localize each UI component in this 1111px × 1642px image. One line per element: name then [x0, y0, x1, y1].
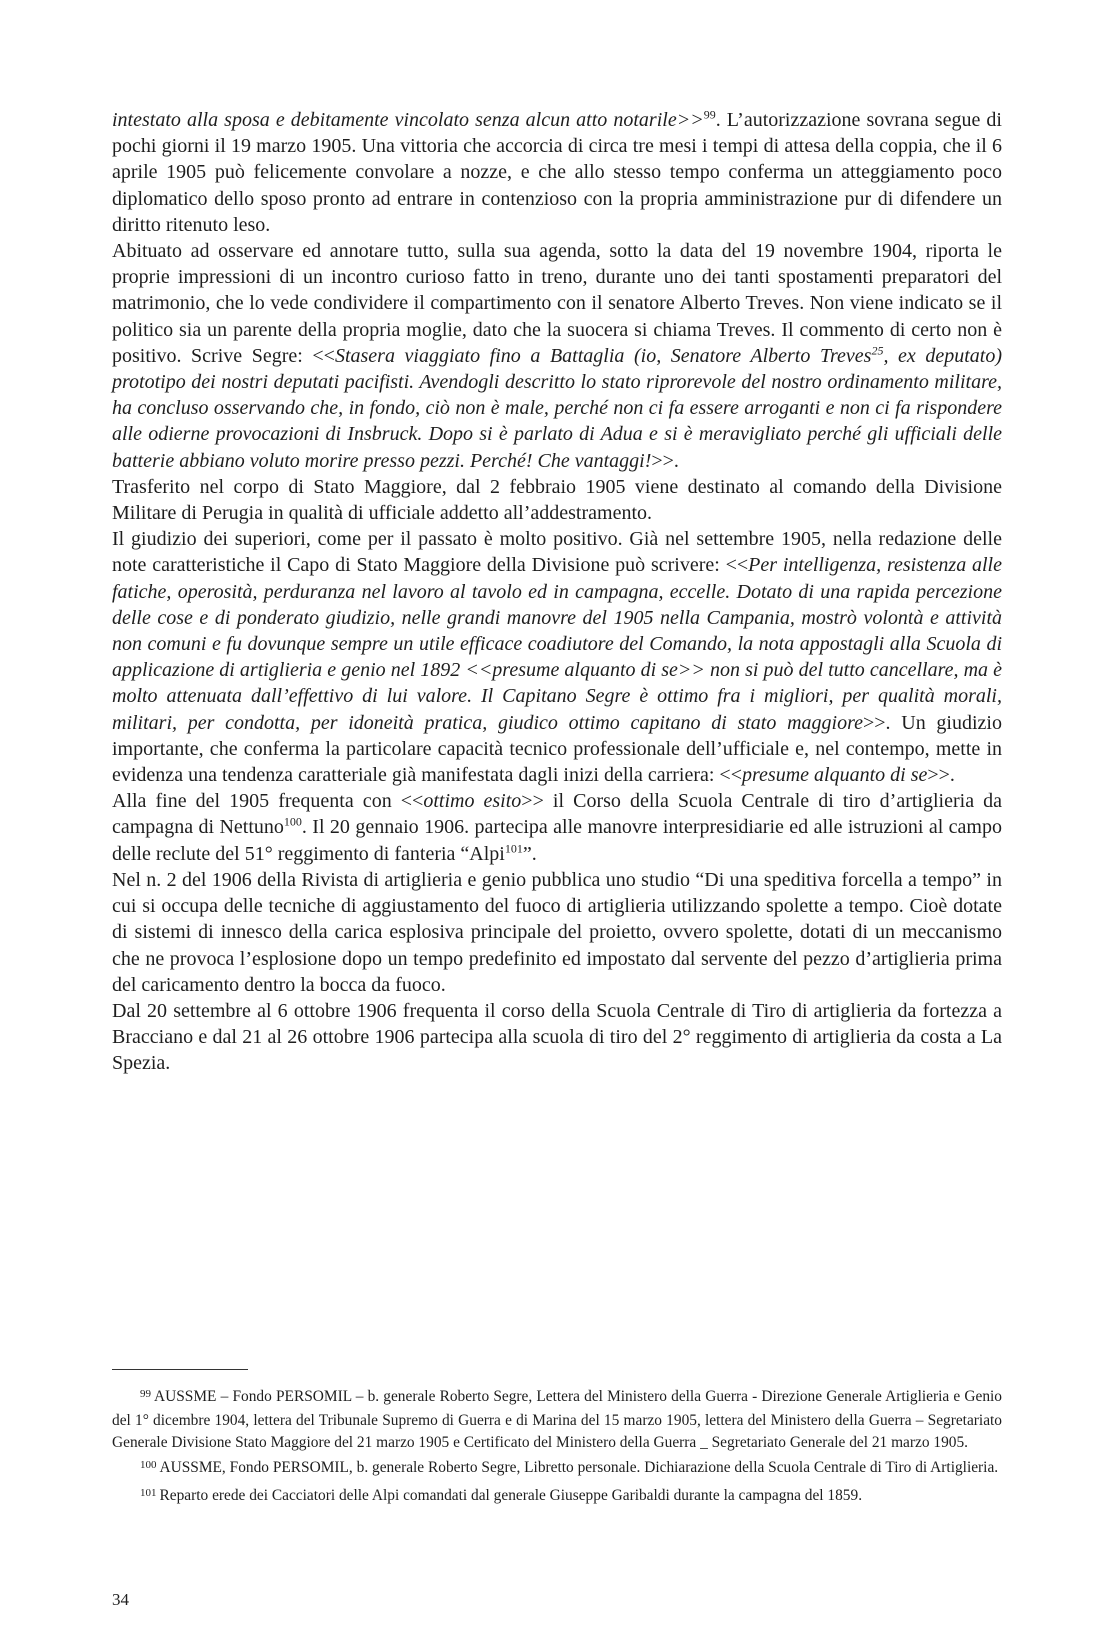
footnote-101: $^{101}$ Reparto erede dei Cacciatori delle Alpi comandati dal generale Giuseppe Garibaldi durante la campagna del 1859.: [140, 1487, 863, 1505]
paragraph-4: Il giudizio dei superiori, come per il passato è molto positivo. Già nel settembre 1905, nella redazione delle note caratteristiche il Capo di Stato Maggiore della Divisione può scrivere: <<Per intelligenza, resistenza alle fatiche, operosità, perduranza nel lavoro al tavolo ed in campagna, eccelle. Dotato di una rapida percezione delle cose e di ponderato giudizio, nelle grandi manovre del 1905 nella Campania, mostrò volontà e attività non comuni e fu dovunque sempre un utile efficace coadiutore del Comando, la nota appostagli alla Scuola di applicazione di artiglieria e genio nel 1892 <<presume alquanto di se>> non si può del tutto cancellare, ma è molto attenuata dall’effettivo di lui valore. Il Capitano Segre è ottimo fra i migliori, per qualità morali, militari, per condotta, per idoneità pratica, giudico ottimo capitano di stato maggiore>>. Un giudizio importante, che conferma la particolare capacità tecnico professionale dell’ufficiale e, nel contempo, mette in evidenza una tendenza caratteriale già manifestata dagli inizi della carriera: <<presume alquanto di se>>.: [112, 528, 1002, 787]
footnote-number: 99: [140, 1388, 151, 1400]
paragraph-3: Trasferito nel corpo di Stato Maggiore, dal 2 febbraio 1905 viene destinato al comando della Divisione Militare di Perugia in qualità di ufficiale addetto all’addestramento.: [112, 475, 1002, 525]
main-text: [112, 107, 1002, 1077]
page-number: 34: [112, 1590, 129, 1609]
paragraph-5: Alla fine del 1905 frequenta con <<ottimo esito>> il Corso della Scuola Centrale di tiro d’artiglieria da campagna di Nettuno$^{100}$. Il 20 gennaio 1906. partecipa alle manovre interpresidiarie ed alle istruzioni al campo delle reclute del 51° reggimento di fanteria “Alpi$^{101}$”.: [112, 790, 1003, 865]
footnote-ref-25: 25: [871, 343, 884, 358]
quote-italic: presume alquanto di se: [742, 764, 928, 787]
paragraph-6: Nel n. 2 del 1906 della Rivista di artiglieria e genio pubblica uno studio “Di una speditiva forcella a tempo” in cui si occupa delle tecniche di aggiustamento del fuoco di artiglieria utilizzando spolette a tempo. Cioè dotate di sistemi di innesco della carica esplosiva principale del proietto, ovvero spolette, dotati di un meccanismo che ne provoca l’esplosione dopo un tempo predefinito ed impostato dal servente del pezzo d’artiglieria prima del caricamento dentro la bocca da fuoco.: [112, 868, 1002, 996]
footnote-ref-99: 99: [703, 107, 716, 122]
quote-italic: ottimo esito: [423, 790, 522, 813]
footnote-ref-101: 101: [504, 841, 523, 856]
paragraph-1: intestato alla sposa e debitamente vincolato senza alcun atto notarile>>$^{99}$. L’autorizzazione sovrana segue di pochi giorni il 19 marzo 1905. Una vittoria che accorcia di circa tre mesi i tempi di attesa della coppia, che il 6 aprile 1905 può felicemente convolare a nozze, e che allo stesso tempo conferma un atteggiamento poco diplomatico dello sposo pronto ad entrare in contenzioso con la propria amministrazione pur di difendere un diritto ritenuto leso.: [112, 107, 1002, 236]
footnotes: [112, 1386, 1002, 1513]
quote-italic: Per intelligenza, resistenza alle fatiche, operosità, perduranza nel lavoro al tavolo ed in campagna, eccelle. Dotato di una rapida percezione delle cose e di ponderato giudizio, nelle grandi manovre del 1905 nella Campania, mostrò volontà e attività non comuni e fu dovunque sempre un utile efficace coadiutore del Comando, la nota appostagli alla Scuola di applicazione di artiglieria e genio nel 1892 <<presume alquanto di se>> non si può del tutto cancellare, ma è molto attenuata dall’effettivo di lui valore. Il Capitano Segre è ottimo fra i migliori, per qualità morali, militari, per condotta, per idoneità pratica, giudico ottimo capitano di stato maggiore: [112, 554, 1002, 734]
footnote-ref-100: 100: [283, 814, 302, 829]
quote-italic: Stasera viaggiato fino a Battaglia (io, Senatore Alberto Treves: [334, 344, 872, 367]
footnote-number: 100: [140, 1459, 157, 1472]
quote-italic: intestato alla sposa e debitamente vincolato senza alcun atto notarile>>: [112, 109, 704, 131]
footnote-divider: [112, 1369, 248, 1370]
footnote-99: $^{99}$ AUSSME – Fondo PERSOMIL – b. generale Roberto Segre, Lettera del Ministero della Guerra - Direzione Generale Artiglieria e Genio del 1° dicembre 1904, lettera del Tribunale Supremo di Guerra e di Marina del 15 marzo 1905, lettera del Ministero della Guerra – Segretariato Generale Divisione Stato Maggiore del 21 marzo 1905 e Certificato del Ministero della Guerra _ Segretariato Generale del 21 marzo 1905.: [112, 1388, 1002, 1451]
paragraph-7: Dal 20 settembre al 6 ottobre 1906 frequenta il corso della Scuola Centrale di Tiro di artiglieria da fortezza a Bracciano e dal 21 al 26 ottobre 1906 partecipa alla scuola di tiro del 2° reggimento di artiglieria da costa a La Spezia.: [112, 999, 1002, 1075]
footnote-100: $^{100}$ AUSSME, Fondo PERSOMIL, b. generale Roberto Segre, Libretto personale. Dichiarazione della Scuola Centrale di Tiro di Artiglieria.: [140, 1459, 999, 1477]
quote-italic: , ex deputato) prototipo dei nostri deputati pacifisti. Avendogli descritto lo stato riprorevole del nostro ordinamento militare, ha concluso osservando che, in fondo, ciò non è male, perché non ci fa essere arroganti e non ci fa rispondere alle odierne provocazioni di Insbruck. Dopo si è parlato di Adua e si è meravigliato perché gli ufficiali delle batterie abbiano voluto morire presso pezzi. Perché! Che vantaggi!: [112, 344, 1003, 472]
footnote-number: 101: [140, 1487, 157, 1500]
paragraph-2: Abituato ad osservare ed annotare tutto, sulla sua agenda, sotto la data del 19 novembre 1904, riporta le proprie impressioni di un incontro curioso fatto in treno, durante uno dei tanti spostamenti preparatori del matrimonio, che lo vede condividere il compartimento con il senatore Alberto Treves. Non viene indicato se il politico sia un parente della propria moglie, dato che la suocera si chiama Treves. Il commento di certo non è positivo. Scrive Segre: <<Stasera viaggiato fino a Battaglia (io, Senatore Alberto Treves$^{25}$, ex deputato) prototipo dei nostri deputati pacifisti. Avendogli descritto lo stato riprorevole del nostro ordinamento militare, ha concluso osservando che, in fondo, ciò non è male, perché non ci fa essere arroganti e non ci fa rispondere alle odierne provocazioni di Insbruck. Dopo si è parlato di Adua e si è meravigliato perché gli ufficiali delle batterie abbiano voluto morire presso pezzi. Perché! Che vantaggi!>>.: [112, 240, 1003, 472]
